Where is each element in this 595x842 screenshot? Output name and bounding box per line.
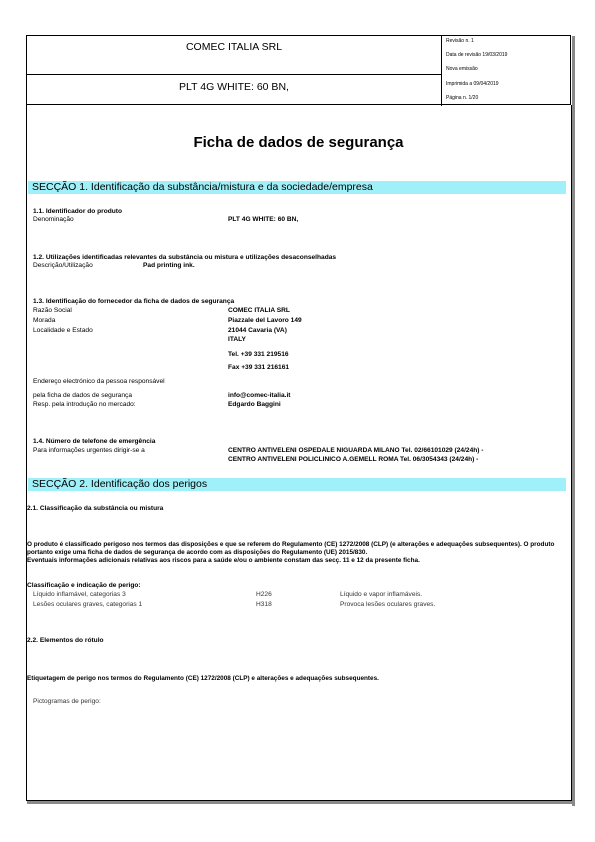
s13-address-label: Morada (33, 317, 56, 324)
revision-date: Data de revisão 19/03/2019 (446, 52, 508, 58)
s21-paragraph-2: Eventuais informações adicionais relativas aos riscos para a saúde e/ou o ambiente constam das secç. 11 e 12 da presente ficha. (27, 557, 420, 564)
revision-number: Revisão n. 1 (446, 38, 474, 44)
class-row-2-desc: Provoca lesões oculares graves. (340, 601, 436, 608)
class-row-1-name: Líquido inflamável, categorias 3 (33, 591, 126, 598)
section1-heading-bar (28, 181, 566, 194)
s14-value2: CENTRO ANTIVELENI POLICLINICO A.GEMELL ROMA Tel. 06/3054343 (24/24h) - (228, 456, 479, 463)
s12-value: Pad printing ink. (143, 262, 195, 269)
section2-heading: SECÇÃO 2. Identificação dos perigos (32, 478, 208, 490)
s13-company-label: Razão Social (33, 307, 72, 314)
s22-paragraph: Etiquetagem de perigo nos termos do Regulamento (CE) 1272/2008 (CLP) e alterações e adequações subsequentes. (27, 675, 379, 682)
frame-shadow-right (572, 36, 575, 806)
pictograms-label: Pictogramas de perigo: (33, 698, 101, 705)
s13-email-value: info@comec-italia.it (228, 392, 291, 399)
header-company: COMEC ITALIA SRL (27, 36, 441, 75)
s13-company-value: COMEC ITALIA SRL (228, 307, 290, 314)
s14-label: Para informações urgentes dirigir-se a (33, 447, 145, 454)
new-issue: Nova emissão (446, 66, 478, 72)
s13-title: 1.3. Identificação do fornecedor da ficha de dados de segurança (33, 298, 235, 305)
s21-title: 2.1. Classificação da substância ou mistura (27, 505, 164, 512)
class-row-1-code: H226 (256, 591, 272, 598)
class-row-2-name: Lesões oculares graves, categorias 1 (33, 601, 143, 608)
s11-label: Denominação (33, 216, 74, 223)
s13-email-label2: pela ficha de dados de segurança (33, 392, 132, 399)
header-product: PLT 4G WHITE: 60 BN, (179, 81, 289, 93)
s13-tel: Tel. +39 331 219516 (228, 351, 289, 358)
s22-title: 2.2. Elementos do rótulo (27, 637, 104, 644)
s13-resp-value: Edgardo Baggini (228, 401, 281, 408)
s13-country: ITALY (228, 336, 246, 343)
s13-email-label: Endereço electrónico da pessoa responsável (33, 378, 165, 385)
s13-resp-label: Resp. pela introdução no mercado: (33, 401, 136, 408)
frame-shadow-bottom (27, 801, 575, 804)
class-row-2-code: H318 (256, 601, 272, 608)
s12-label: Descrição/Utilização (33, 262, 93, 269)
s11-title: 1.1. Identificador do produto (33, 208, 123, 215)
header-meta (443, 36, 571, 106)
s14-value1: CENTRO ANTIVELENI OSPEDALE NIGUARDA MILANO Tel. 02/66101029 (24/24h) - (228, 447, 484, 454)
s12-title: 1.2. Utilizações identificadas relevantes da substância ou mistura e utilizações desaconselhadas (33, 254, 337, 261)
classification-title: Classificação e indicação de perigo: (27, 582, 141, 589)
s13-address-value: Piazzale del Lavoro 149 (228, 317, 302, 324)
frame-left (26, 105, 27, 801)
s11-value: PLT 4G WHITE: 60 BN, (228, 216, 299, 223)
s21-paragraph: O produto é classificado perigoso nos termos das disposições e que se referem do Regulamento (CE) 1272/2008 (CLP) (e alterações e adequações subsequentes). O produto portanto exige uma ficha de dados de segurança de acordo com as disposições do Regulamento (UE) 2015/830. (27, 541, 555, 556)
class-row-1-desc: Líquido e vapor inflamáveis. (340, 591, 423, 598)
s13-city-value: 21044 Cavaria (VA) (228, 327, 287, 334)
header-left (27, 36, 442, 106)
s13-city-label: Localidade e Estado (33, 327, 93, 334)
section1-heading: SECÇÃO 1. Identificação da substância/mistura e da sociedade/empresa (32, 181, 373, 193)
section2-heading-bar (28, 478, 566, 491)
print-date: Imprimida a 09/04/2019 (446, 81, 499, 87)
document-header (26, 35, 571, 105)
document-title: Ficha de dados de segurança (193, 134, 404, 151)
s13-fax: Fax +39 331 216161 (228, 364, 290, 371)
page-number: Página n. 1/20 (446, 95, 479, 101)
s14-title: 1.4. Número de telefone de emergência (33, 438, 156, 445)
